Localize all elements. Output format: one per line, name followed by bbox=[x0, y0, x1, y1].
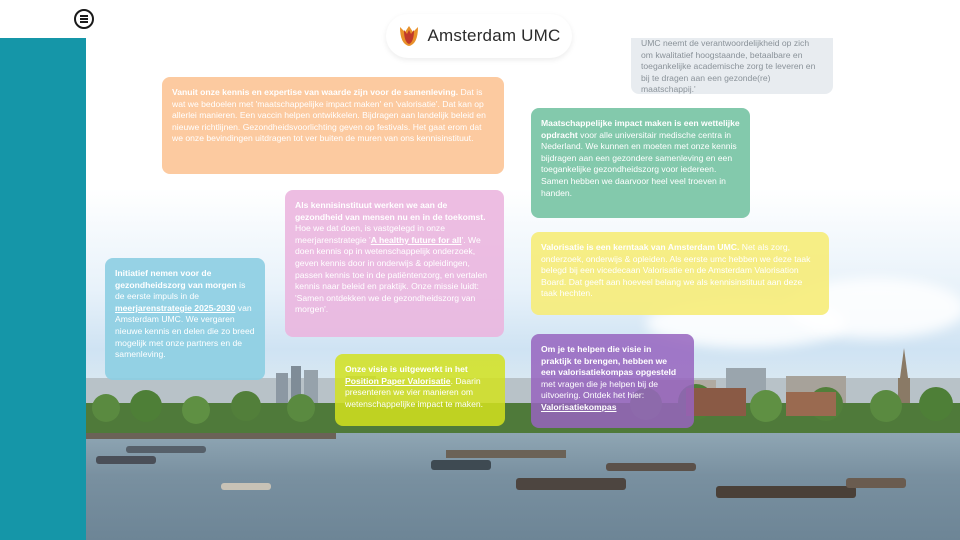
valorisatiekompas-link[interactable]: Valorisatiekompas bbox=[541, 401, 617, 412]
healthy-future-link[interactable]: A healthy future for all bbox=[370, 234, 462, 245]
boat bbox=[96, 456, 156, 464]
card-yellow bbox=[531, 232, 829, 315]
card-blue-text-before: is de eerste impuls in de bbox=[115, 279, 246, 302]
logo-pill[interactable] bbox=[386, 14, 572, 58]
boat bbox=[716, 486, 856, 498]
card-blue-text-after: van Amsterdam UMC. We vergaren nieuwe kennis en delen die zo breed mogelijk met onze partners en de samenleving. bbox=[115, 302, 255, 360]
card-lime bbox=[335, 354, 505, 426]
boat bbox=[431, 460, 491, 470]
card-pink bbox=[285, 190, 504, 337]
card-pink-bold: Als kennisinstituut werken we aan de gezondheid van mensen nu en in de toekomst. bbox=[295, 200, 486, 222]
card-green bbox=[531, 108, 750, 218]
card-green-text: voor alle universitair medische centra in Nederland. We kunnen en moeten met onze kennis bijdragen aan een gezondere samenleving en een toegankelijke gezondheidszorg voor iedereen. Samen hebben we daarvoor heel veel troeven in handen. bbox=[541, 129, 737, 198]
card-orange-text: Dat is wat we bedoelen met 'maatschappelijke impact maken' en 'valorisatie'. Dat kan op allerlei manieren. Een vaccin helpen ontwikkelen. Bijdragen aan landelijk beleid en nieuwe richtlijnen. Gezondheidsvoorlichting geven op festivals. Het gaat erom dat we onze bevindingen uitdragen tot ver buiten de muren van ons kennisinstituut. bbox=[172, 87, 486, 144]
card-blue-bold: Initiatief nemen voor de gezondheidszorg van morgen bbox=[115, 268, 237, 290]
card-orange-bold: Vanuit onze kennis en expertise van waarde zijn voor de samenleving. bbox=[172, 87, 459, 97]
card-lime-text: . Daarin presenteren we vier manieren om wetenschappelijke impact te maken. bbox=[345, 375, 484, 409]
logo-text: Amsterdam UMC bbox=[427, 26, 561, 45]
quay bbox=[86, 433, 336, 439]
card-purple bbox=[531, 334, 694, 428]
quay bbox=[446, 450, 566, 458]
position-paper-link[interactable]: Position Paper Valorisatie bbox=[345, 375, 451, 386]
boat bbox=[606, 463, 696, 471]
card-purple-text: met vragen die je helpen bij de uitvoering. Ontdek het hier: bbox=[541, 378, 659, 401]
card-pink-text-before: Hoe we dat doen, is vastgelegd in onze meerjarenstrategie ' bbox=[295, 223, 446, 245]
tulip-logo-icon bbox=[398, 24, 420, 48]
card-lime-bold: Onze visie is uitgewerkt in het bbox=[345, 364, 468, 374]
card-green-bold: Maatschappelijke impact maken is een wettelijke opdracht bbox=[541, 118, 740, 140]
boat bbox=[126, 446, 206, 453]
boat bbox=[846, 478, 906, 488]
menu-circle-icon[interactable] bbox=[74, 9, 94, 29]
card-yellow-bold: Valorisatie is een kerntaak van Amsterdam UMC. bbox=[541, 242, 740, 252]
boat bbox=[516, 478, 626, 490]
card-blue bbox=[105, 258, 265, 380]
card-purple-bold: Om je te helpen die visie in praktijk te brengen, hebben we een valorisatiekompas opgesteld bbox=[541, 344, 677, 378]
left-accent-strip bbox=[0, 38, 86, 540]
boat bbox=[221, 483, 271, 490]
meerjarenstrategie-link[interactable]: meerjarenstrategie 2025-2030 bbox=[115, 302, 236, 313]
card-yellow-text: Net als zorg, onderzoek, onderwijs & opleiden. Als eerste umc hebben we deze taak belegd bij een vicedecaan Valorisatie en de Amsterdam Valorisation Board. Dat geeft aan hoeveel belang we als kennisinstituut aan deze taak hechten. bbox=[541, 242, 811, 299]
card-grey-text: UMC neemt de verantwoordelijkheid op zich om kwalitatief hoogstaande, betaalbare en toegankelijke academische zorg te leveren en bij te dragen aan een gezonde(re) maatschappij.' bbox=[641, 38, 816, 95]
card-orange bbox=[162, 77, 504, 174]
card-pink-text-after: '. We doen kennis op in wetenschappelijk onderzoek, geven kennis door in onderwijs & opleidingen, passen kennis toe in de patiëntenzorg, en vertalen kennis naar beleid en praktijk. Onze missie luidt: 'Samen ontdekken we de gezondheidszorg van morgen'. bbox=[295, 234, 488, 315]
